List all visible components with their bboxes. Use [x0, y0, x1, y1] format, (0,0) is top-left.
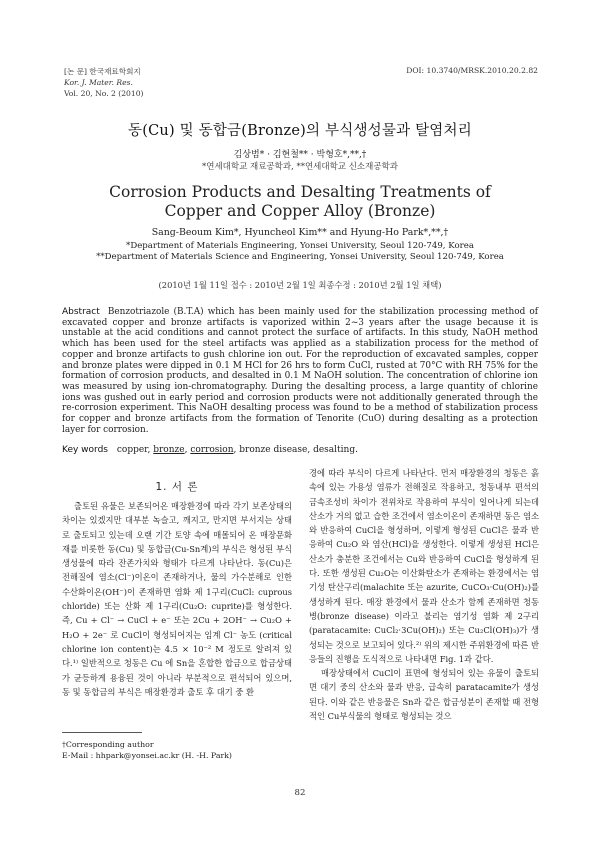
- corresponding-email: E-Mail : hhpark@yonsei.ac.kr (H. -H. Park): [62, 750, 232, 760]
- keywords-rest: bronze disease, desalting.: [239, 445, 358, 455]
- page-number: 82: [294, 788, 306, 798]
- section-heading: 1. 서 론: [155, 481, 199, 493]
- affiliation-1: *Department of Materials Engineering, Yonsei University, Seoul 120-749, Korea: [126, 241, 474, 251]
- footnote-rule: [62, 732, 142, 733]
- keywords: Key words copper, bronze, corrosion, bronze disease, desalting.: [62, 445, 358, 455]
- footnote: [62, 740, 232, 761]
- doi: DOI: 10.3740/MRSK.2010.20.2.82: [406, 66, 538, 75]
- abstract-text: Benzotriazole (B.T.A) which has been mainly used for the stabilization processing method of excavated copper and bronze artifacts is vaporized within 2~3 years after the usage because it is unstable at the acid conditions and cannot protect the surface of artifacts. In this study, NaOH method which has been used for the steel artifacts was applied as a stabilization process for the method of copper and bronze artifacts to gush chlorine ion out. For the reproduction of excavated samples, copper and bronze plates were dipped in 0.1 M HCl for 26 hrs to form CuCl, rusted at 70°C with RH 75% for the formation of corrosion products, and desalted in 0.1 M NaOH solution. The concentration of chlorine ion was measured by using ion-chromatography. During the desalting process, a large quantity of chlorine ions was gushed out in early period and corrosion products were not additionally generated through the re-corrosion experiment. This NaOH desalting process was found to be a method of stabilization process for copper and bronze artifacts from the formation of Tenorite (CuO) during desalting as a protection layer for corrosion.: [62, 307, 538, 435]
- journal-en-line: Kor. J. Mater. Res.: [64, 78, 133, 87]
- english-authors: Sang-Beoum Kim*, Hyuncheol Kim** and Hyung-Ho Park*,**,†: [151, 227, 449, 238]
- abstract: [62, 307, 538, 435]
- right-paragraph-2: 매장상태에서 CuCl이 표면에 형성되어 있는 유물이 출토되면 대기 중의 산소와 물과 반응, 급속히 paratacamite가 생성된다. 이와 같은 반응물은 Sn과 같은 합금성분이 존재할 때 전형적인 Cu부식물의 형태로 형성되는 것으: [309, 668, 539, 722]
- journal-ko-line: [논 문] 한국재료학회지: [64, 67, 141, 76]
- volume-line: Vol. 20, No. 2 (2010): [64, 89, 144, 98]
- keywords-label: Key words: [62, 445, 108, 455]
- abstract-label: Abstract: [62, 307, 100, 317]
- submission-dates: (2010년 1월 11일 접수 : 2010년 2월 1일 최종수정 : 2010년 2월 1일 채택): [158, 280, 442, 290]
- right-paragraph-1: 경에 따라 부식이 다르게 나타난다. 먼저 매장환경의 청동은 흙 속에 있는 가용성 염류가 전해질로 작용하고, 청동내부 편석의 금속조성비 차이가 전위차로 작용하여 부식이 일어나게 되는데 산소가 거의 없고 습한 조건에서 염소이온이 존재하면 동은 염소와 반응하여 CuCl을 형성하며, 이렇게 형성된 CuCl은 물과 반응하여 Cu₂O 와 염산(HCl)을 생성한다. 이렇게 생성된 HCl은 산소가 충분한 조건에서는 Cu와 반응하여 CuCl을 형성하게 된다. 또한 생성된 Cu₂O는 이산화탄소가 존재하는 환경에서는 염기성 탄산구리(malachite 또는 azurite, CuCO₃·Cu(OH)₂)를 생성하게 된다. 매장 환경에서 물과 산소가 함께 존재하면 청동병(bronze disease) 이라고 불리는 염기성 염화 제 2구리(paratacamite: CuCl₂·3Cu(OH)₂) 또는 Cu₂Cl(OH)₃)가 생성되는 것으로 보고되어 있다.²⁾ 위의 제시한 주위환경에 따른 반응들의 진행을 도식적으로 나타내면 Fig. 1과 같다.: [309, 468, 539, 664]
- corresponding-author: †Corresponding author: [62, 740, 154, 749]
- english-affiliations: [0, 241, 600, 263]
- keyword-copper: copper,: [116, 445, 151, 455]
- left-paragraph-1: 출토된 유물은 보존되어온 매장환경에 따라 각기 보존상태의 차이는 있겠지만 대부분 녹슬고, 깨지고, 만지면 부서지는 상태로 출토되고 있는데 오랜 기간 토양 속에 매몰되어 온 매장문화재를 비롯한 동(Cu) 및 동합금(Cu-Sn계)의 부식은 형성된 부식생성물에 따라 잔존가치와 형태가 다르게 나타난다. 동(Cu)은 전해질에 염소(Cl⁻)이온이 존재하거나, 물의 가수분해로 인한 수산화이온(OH⁻)이 존재하면 염화 제 1구리(CuCl: cuprous chloride) 또는 산화 제 1구리(Cu₂O: cuprite)를 형성한다. 즉, Cu + Cl⁻ → CuCl + e⁻ 또는 2Cu + 2OH⁻ → Cu₂O + H₂O + 2e⁻ 로 CuCl이 형성되어지는 임계 Cl⁻ 농도 (critical chlorine ion content)는 4.5 × 10⁻² M 정도로 알려져 있다.¹⁾ 일반적으로 청동은 Cu 에 Sn을 혼합한 합금으로 합금상태가 균등하게 용융된 것이 아니라 부분적으로 편석되어 있으며, 동 및 동합금의 부식은 매장환경과 출토 후 대기 중 환: [62, 501, 292, 697]
- korean-authors: 김상범* · 김현철** · 박형호*,**,†: [233, 150, 367, 160]
- journal-header: [64, 66, 144, 99]
- affiliation-2: **Department of Materials Science and Engineering, Yonsei University, Seoul 120-749, Korea: [96, 252, 504, 262]
- korean-affiliations: *연세대학교 재료공학과, **연세대학교 신소재공학과: [202, 162, 398, 172]
- english-title-line1: Corrosion Products and Desalting Treatments of: [109, 183, 491, 201]
- left-column: [62, 499, 292, 699]
- right-column: [309, 466, 539, 723]
- keyword-corrosion: corrosion: [190, 445, 234, 455]
- english-title: [0, 183, 600, 221]
- english-title-line2: Copper and Copper Alloy (Bronze): [164, 202, 436, 220]
- korean-title: 동(Cu) 및 동합금(Bronze)의 부식생성물과 탈염처리: [128, 123, 472, 139]
- keyword-bronze: bronze: [153, 445, 185, 455]
